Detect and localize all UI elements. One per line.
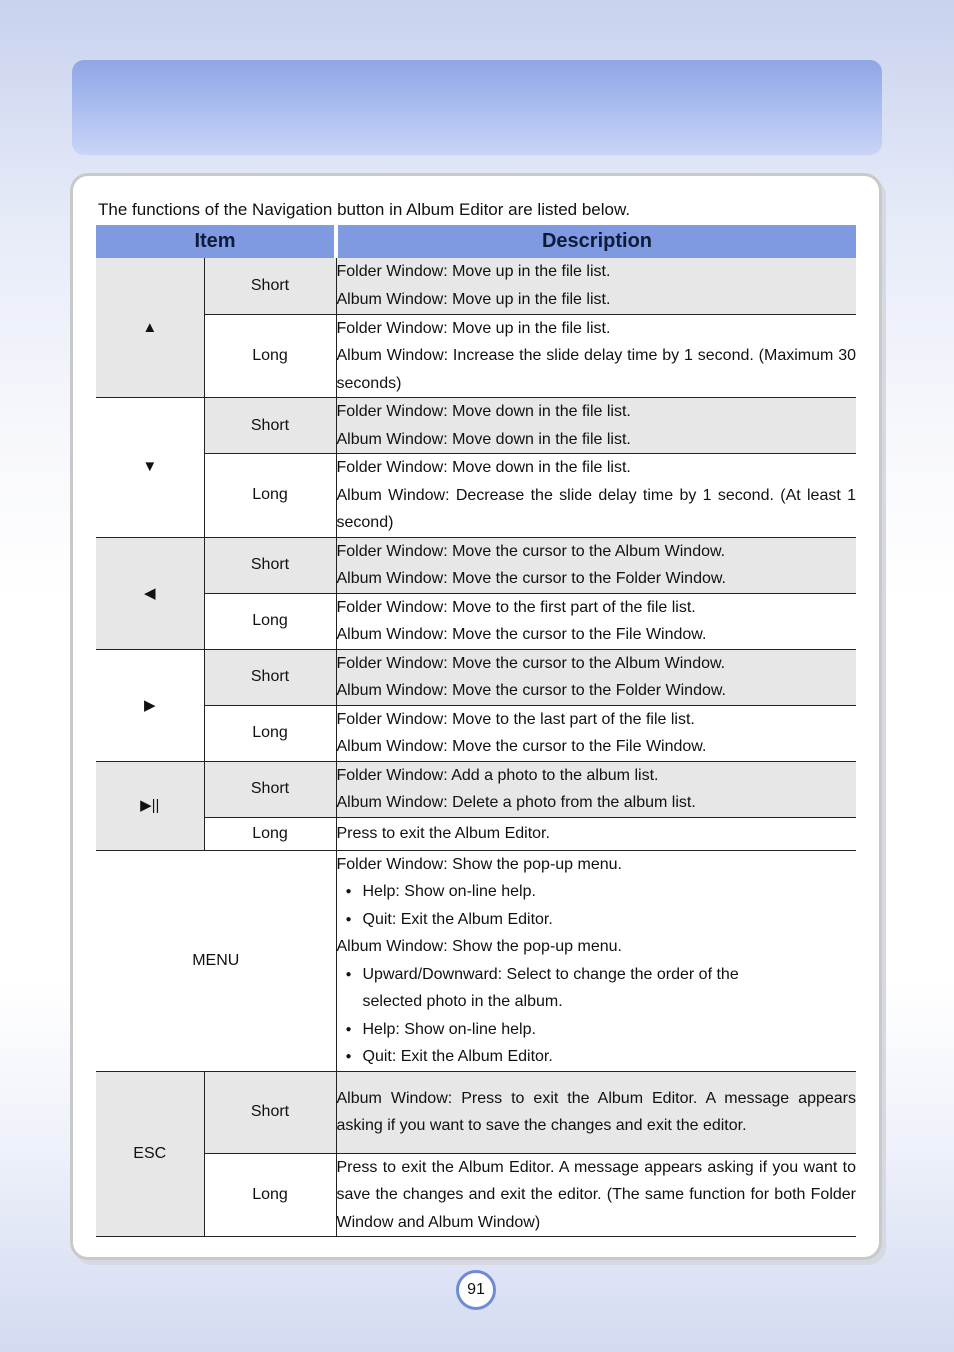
press-type-short: Short [204, 761, 336, 817]
list-item: ● Help: Show on-line help. [337, 1016, 857, 1044]
press-type-short: Short [204, 1071, 336, 1153]
description-cell: Folder Window: Move the cursor to the Album Window. Album Window: Move the cursor to the Folder Window. [336, 537, 856, 593]
table-row [96, 537, 856, 593]
table-row [96, 649, 856, 705]
description-cell: Folder Window: Move up in the file list. Album Window: Move up in the file list. [336, 258, 856, 314]
press-type-long: Long [204, 705, 336, 761]
down-arrow-icon: ▼ [96, 398, 204, 538]
press-type-long: Long [204, 454, 336, 538]
table-row [96, 817, 856, 850]
menu-button-label: MENU [96, 850, 336, 1071]
table-row [96, 398, 856, 454]
left-arrow-icon: ◀ [96, 537, 204, 649]
table-row [96, 705, 856, 761]
navigation-button-table [96, 225, 856, 1237]
table-row [96, 1071, 856, 1153]
table-row [96, 761, 856, 817]
header-item: Item [96, 225, 336, 258]
list-item: ● Quit: Exit the Album Editor. [337, 1043, 857, 1071]
press-type-long: Long [204, 1153, 336, 1237]
description-cell: Press to exit the Album Editor. [336, 817, 856, 850]
press-type-long: Long [204, 817, 336, 850]
description-cell: Folder Window: Move to the first part of the file list. Album Window: Move the cursor to the File Window. [336, 593, 856, 649]
description-cell: Press to exit the Album Editor. A message appears asking if you want to save the changes and exit the editor. (The same function for both Folder Window and Album Window) [336, 1153, 856, 1237]
table-row [96, 314, 856, 398]
header-description: Description [336, 225, 856, 258]
list-item: ● Quit: Exit the Album Editor. [337, 906, 857, 934]
description-cell: Folder Window: Show the pop-up menu. ● Help: Show on-line help. ● Quit: Exit the Album Editor. Album Window: Show the pop-up menu. ● Upward/Downward: Select to change the order of the selected photo in the album. ● Help: Show on-line help. ● Quit: Exit the Album Editor. [336, 850, 856, 1071]
press-type-short: Short [204, 649, 336, 705]
description-cell: Folder Window: Add a photo to the album list. Album Window: Delete a photo from the album list. [336, 761, 856, 817]
table-row [96, 1153, 856, 1237]
description-cell: Album Window: Press to exit the Album Editor. A message appears asking if you want to save the changes and exit the editor. [336, 1071, 856, 1153]
table-row [96, 454, 856, 538]
description-cell: Folder Window: Move down in the file list. Album Window: Move down in the file list. [336, 398, 856, 454]
page-number: 91 [456, 1270, 496, 1310]
header-banner [72, 60, 882, 155]
esc-button-label: ESC [96, 1071, 204, 1237]
table-header-row [96, 225, 856, 258]
press-type-short: Short [204, 258, 336, 314]
table-row [96, 258, 856, 314]
press-type-short: Short [204, 537, 336, 593]
description-cell: Folder Window: Move the cursor to the Album Window. Album Window: Move the cursor to the Folder Window. [336, 649, 856, 705]
press-type-short: Short [204, 398, 336, 454]
list-item: ● Help: Show on-line help. [337, 878, 857, 906]
up-arrow-icon: ▲ [96, 258, 204, 398]
table-row [96, 850, 856, 1071]
play-pause-icon: ▶|| [96, 761, 204, 850]
intro-text: The functions of the Navigation button in Album Editor are listed below. [98, 200, 631, 219]
table-row [96, 593, 856, 649]
press-type-long: Long [204, 593, 336, 649]
list-item: ● Upward/Downward: Select to change the order of the selected photo in the album. [337, 961, 857, 1016]
press-type-long: Long [204, 314, 336, 398]
right-arrow-icon: ▶ [96, 649, 204, 761]
description-cell: Folder Window: Move down in the file list. Album Window: Decrease the slide delay time by 1 second. (At least 1 second) [336, 454, 856, 538]
description-cell: Folder Window: Move to the last part of the file list. Album Window: Move the cursor to the File Window. [336, 705, 856, 761]
description-cell: Folder Window: Move up in the file list. Album Window: Increase the slide delay time by 1 second. (Maximum 30 seconds) [336, 314, 856, 398]
